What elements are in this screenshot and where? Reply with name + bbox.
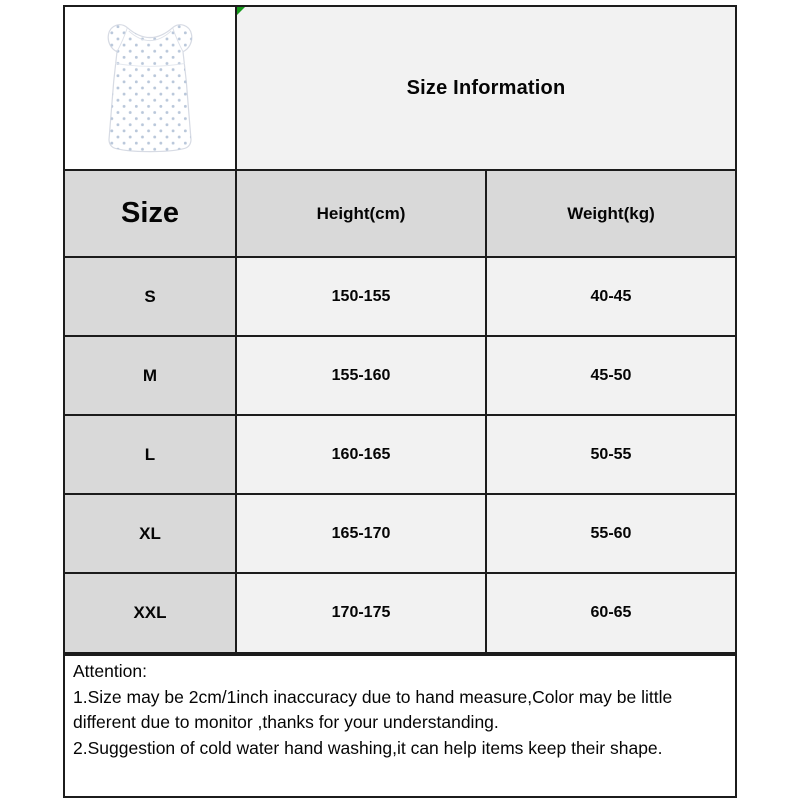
product-image-cell (65, 7, 235, 169)
size-label-l: L (65, 416, 235, 493)
attention-note-1: 1.Size may be 2cm/1inch inaccuracy due to hand measure,Color may be little different due to monitor ,thanks for your understanding. (73, 686, 673, 733)
weight-value-l: 50-55 (487, 416, 735, 493)
green-corner-marker (237, 7, 247, 15)
col-header-height: Height(cm) (237, 171, 485, 256)
size-label-xl: XL (65, 495, 235, 572)
size-table (63, 5, 737, 654)
attention-note-2: 2.Suggestion of cold water hand washing,it can help items keep their shape. (73, 738, 663, 759)
height-value-xl: 165-170 (237, 495, 485, 572)
height-value-xxl: 170-175 (237, 574, 485, 652)
col-header-weight: Weight(kg) (487, 171, 735, 256)
height-value-s: 150-155 (237, 258, 485, 335)
dress-image (84, 15, 216, 161)
size-label-m: M (65, 337, 235, 414)
weight-value-xl: 55-60 (487, 495, 735, 572)
height-value-l: 160-165 (237, 416, 485, 493)
size-label-xxl: XXL (65, 574, 235, 652)
weight-value-xxl: 60-65 (487, 574, 735, 652)
title-cell (237, 7, 735, 169)
attention-heading: Attention: (73, 661, 147, 681)
col-header-size: Size (65, 171, 235, 256)
weight-value-s: 40-45 (487, 258, 735, 335)
size-label-s: S (65, 258, 235, 335)
attention-box (63, 654, 737, 798)
weight-value-m: 45-50 (487, 337, 735, 414)
height-value-m: 155-160 (237, 337, 485, 414)
page-title: Size Information (406, 76, 566, 99)
